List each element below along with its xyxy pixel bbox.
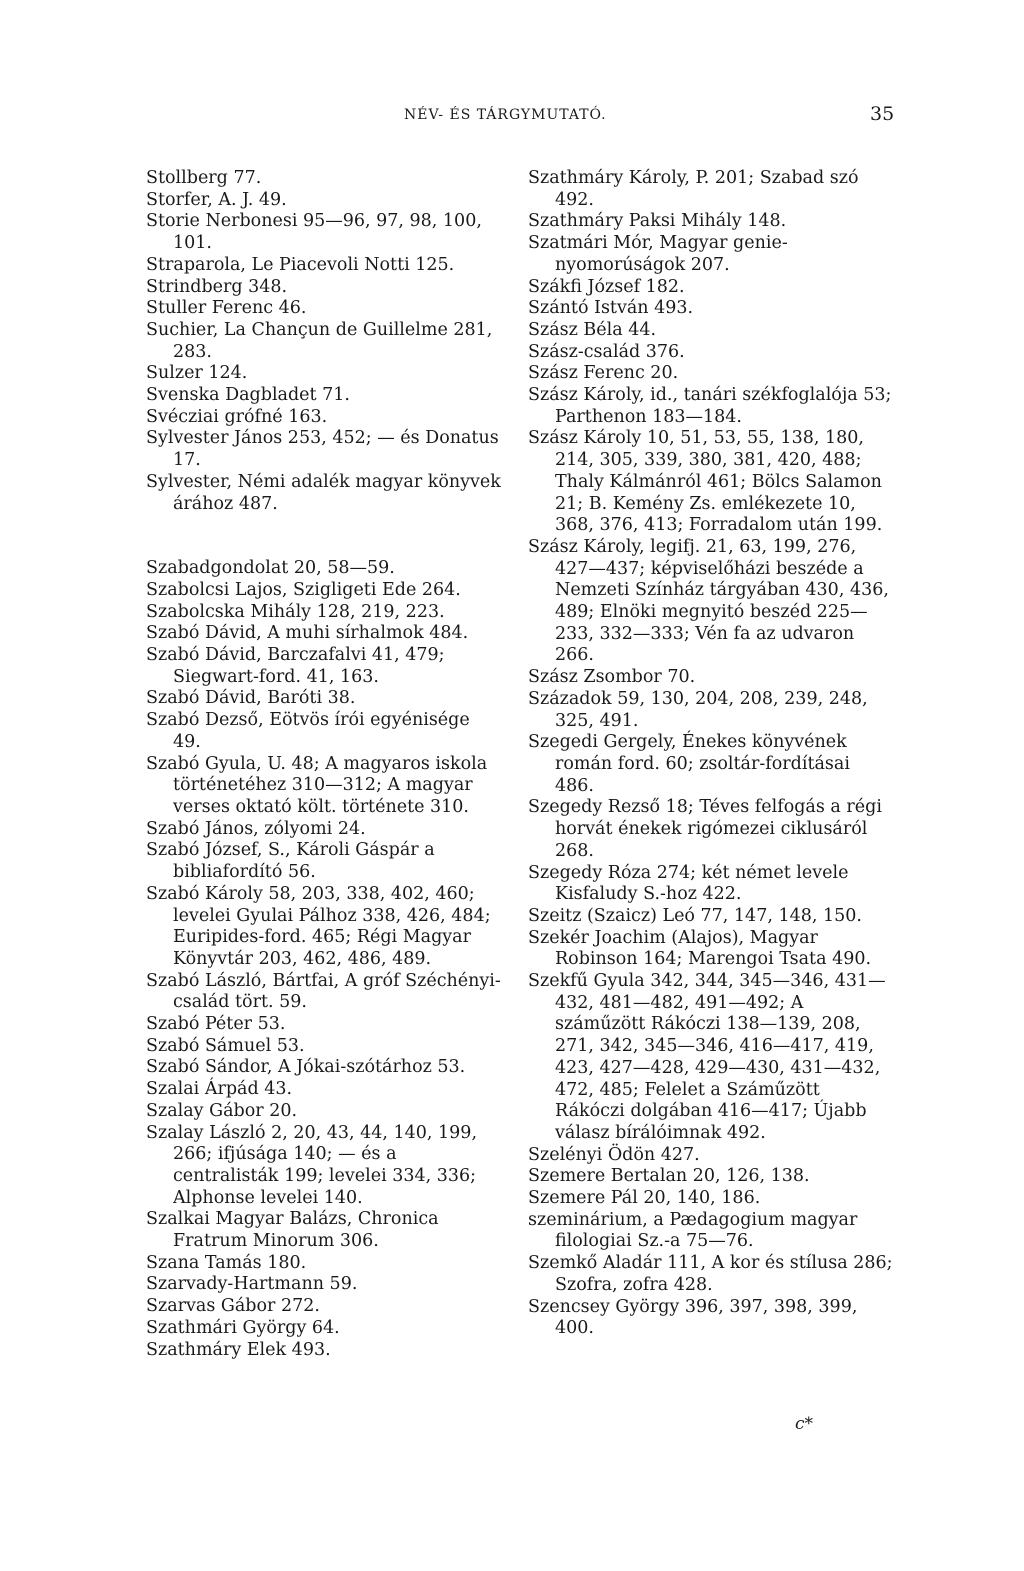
index-entry: Szemere Pál 20, 140, 186. [528,1188,761,1209]
section-gap [146,515,503,558]
index-entry: Szalai Árpád 43. [146,1079,293,1100]
index-entry: Szathmáry Elek 493. [146,1339,331,1360]
index-entry: Szász Károly, id., tanári székfoglalója 53; Parthenon 183—184. [528,385,892,427]
index-entry: Századok 59, 130, 204, 208, 239, 248, 325, 491. [528,688,868,731]
index-entry: Szabadgondolat 20, 58—59. [146,558,395,579]
index-entry: Stuller Ferenc 46. [146,298,307,319]
index-entry: Straparola, Le Piacevoli Notti 125. [146,254,455,275]
index-entry: Stollberg 77. [146,168,262,188]
index-entry: Sylvester, Némi adalék magyar könyvek árához 487. [146,471,501,514]
index-entry: Szabó László, Bártfai, A gróf Széchényi-család tört. 59. [146,970,501,1013]
index-entry: Szabó Dávid, Baróti 38. [146,688,356,709]
index-entry: Szász Ferenc 20. [528,363,679,384]
index-entry: Szalay László 2, 20, 43, 44, 140, 199, 266; ifjúsága 140; — és a centralisták 199; levelei 334, 336; Alphonse levelei 140. [146,1122,478,1208]
index-entry: Szatmári Mór, Magyar genie-nyomorúságok 207. [528,233,788,275]
index-entry: Szemkő Aladár 111, A kor és stílusa 286; Szofra, zofra 428. [528,1253,893,1295]
index-entry: Szabó József, S., Károli Gáspár a bibliafordító 56. [146,840,435,883]
running-title: NÉV- ÉS TÁRGYMUTATÓ. [404,107,607,123]
index-entry: Storie Nerbonesi 95—96, 97, 98, 100, 101. [146,211,482,254]
index-entry: Szeitz (Szaicz) Leó 77, 147, 148, 150. [528,905,862,926]
index-entry: Szász-család 376. [528,341,685,362]
index-entry: Szabolcska Mihály 128, 219, 223. [146,601,445,622]
index-entry: Szegedi Gergely, Énekes könyvének román ford. 60; zsoltár-fordításai 486. [528,732,850,796]
index-entry: Szencsey György 396, 397, 398, 399, 400. [528,1296,858,1339]
index-entry: Szabó Dezső, Eötvös írói egyénisége 49. [146,710,470,752]
index-entry: Szathmáry Károly, P. 201; Szabad szó 492. [528,168,859,210]
index-entry: Szabó Károly 58, 203, 338, 402, 460; levelei Gyulai Pálhoz 338, 426, 484; Euripides-ford. 465; Régi Magyar Könyvtár 203, 462, 486, 489. [146,883,491,969]
index-entry: Szabó Dávid, A muhi sírhalmok 484. [146,623,469,644]
index-entry: Strindberg 348. [146,276,288,297]
index-entry: Suchier, La Chançun de Guillelme 281, 283. [146,319,493,362]
index-entry: Szász Zsombor 70. [528,667,696,688]
index-entry: Szabó Péter 53. [146,1014,286,1035]
index-entry: Szabó Dávid, Barczafalvi 41, 479; Siegwart-ford. 41, 163. [146,645,445,687]
printer-signature-mark: c* [795,1414,814,1434]
index-entry: Szana Tamás 180. [146,1252,307,1273]
entry-group-sz [146,558,503,1361]
index-entry: Szegedy Róza 274; két német levele Kisfaludy S.-hoz 422. [528,862,849,905]
index-entry: Szabó Sámuel 53. [146,1035,305,1056]
index-entry: Szegedy Rezső 18; Téves felfogás a régi horvát énekek rigómezei ciklusáról 268. [528,797,882,861]
index-entry: Storfer, A. J. 49. [146,189,287,210]
page-header [0,103,1024,133]
index-entry: Szathmáry Paksi Mihály 148. [528,211,787,232]
index-column-right [528,168,893,1340]
index-entry: Sulzer 124. [146,363,248,384]
entry-group-st [146,168,503,515]
index-entry: Szathmári György 64. [146,1317,340,1338]
page-number: 35 [870,103,895,125]
index-entry: Sylvester János 253, 452; — és Donatus 17. [146,428,499,471]
index-entry: szeminárium, a Pædagogium magyar filologiai Sz.-a 75—76. [528,1209,858,1252]
index-entry: Szarvady-Hartmann 59. [146,1274,358,1295]
index-entry: Svenska Dagbladet 71. [146,385,350,406]
index-column-left [146,168,503,1361]
index-entry: Szekfű Gyula 342, 344, 345—346, 431—432, 481—482, 491—492; A száműzött Rákóczi 138—139, 208, 271, 342, 345—346, 416—417, 419, 423, 427—428, 429—430, 431—432, 472, 485; Felelet a Száműzött Rákóczi dolgában 416—417; Újabb válasz bírálóimnak 492. [528,971,886,1143]
index-entry: Szabó János, zólyomi 24. [146,818,366,839]
index-entry: Szántó István 493. [528,298,694,319]
index-entry: Szabó Sándor, A Jókai-szótárhoz 53. [146,1057,466,1078]
index-entry: Szász Béla 44. [528,319,657,340]
index-entry: Svécziai grófné 163. [146,406,328,427]
index-entry: Szelényi Ödön 427. [528,1144,700,1165]
index-entry: Szákfi József 182. [528,276,685,297]
index-entry: Szalkai Magyar Balázs, Chronica Fratrum Minorum 306. [146,1209,439,1252]
index-entry: Szabó Gyula, U. 48; A magyaros iskola történetéhez 310—312; A magyar verses oktató költ. története 310. [146,753,488,817]
index-entry: Szász Károly, legifj. 21, 63, 199, 276, 427—437; képviselőházi beszéde a Nemzeti Színház tárgyában 430, 436, 489; Elnöki megnyitó beszéd 225—233, 332—333; Vén fa az udvaron 266. [528,536,889,666]
index-entry: Szemere Bertalan 20, 126, 138. [528,1166,810,1187]
index-entry: Szász Károly 10, 51, 53, 55, 138, 180, 214, 305, 339, 380, 381, 420, 488; Thaly Kálmánról 461; Bölcs Salamon 21; B. Kemény Zs. emlékezete 10, 368, 376, 413; Forradalom után 199. [528,428,883,536]
index-entry: Szarvas Gábor 272. [146,1296,320,1317]
index-entry: Szabolcsi Lajos, Szigligeti Ede 264. [146,579,461,600]
index-entry: Szalay Gábor 20. [146,1100,298,1121]
index-entry: Szekér Joachim (Alajos), Magyar Robinson 164; Marengoi Tsata 490. [528,927,872,970]
